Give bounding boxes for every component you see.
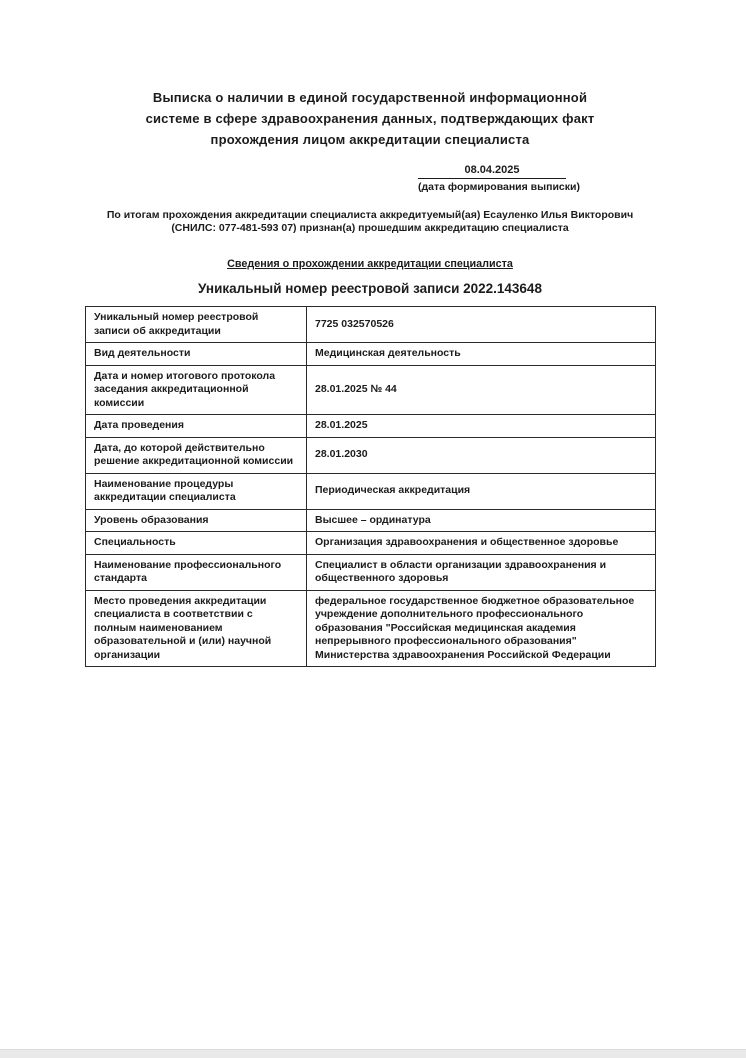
row-label: Дата и номер итогового протокола заседания аккредитационной комиссии: [86, 365, 307, 415]
row-value: 28.01.2025 № 44: [307, 365, 656, 415]
row-label: Дата проведения: [86, 415, 307, 438]
row-value: Специалист в области организации здравоохранения и общественного здоровья: [307, 554, 656, 590]
table-row: [86, 590, 656, 667]
table-row: [86, 307, 656, 343]
page-title-line-1: Выписка о наличии в единой государственной информационной: [152, 90, 588, 105]
row-value: Высшее – ординатура: [307, 509, 656, 532]
row-label: Дата, до которой действительно решение аккредитационной комиссии: [86, 437, 307, 473]
page-title: [85, 87, 655, 150]
table-row: [86, 437, 656, 473]
row-label: Наименование процедуры аккредитации специалиста: [86, 473, 307, 509]
accreditation-table: [85, 306, 656, 667]
document-page: [85, 0, 655, 667]
issue-date: 08.04.2025: [418, 163, 566, 179]
page-title-line-2: системе в сфере здравоохранения данных, подтверждающих факт: [145, 111, 595, 126]
row-value: Медицинская деятельность: [307, 343, 656, 366]
table-row: [86, 554, 656, 590]
issue-date-caption: (дата формирования выписки): [418, 181, 580, 193]
table-row: [86, 473, 656, 509]
intro-text: По итогам прохождения аккредитации специалиста аккредитуемый(ая) Есауленко Илья Викторович (СНИЛС: 077-481-593 07) признан(а) прошедшим аккредитацию специалиста: [106, 209, 634, 234]
table-row: [86, 415, 656, 438]
table-row: [86, 532, 656, 555]
row-label: Наименование профессионального стандарта: [86, 554, 307, 590]
row-value: 28.01.2025: [307, 415, 656, 438]
issue-date-block: [418, 163, 580, 194]
row-value: федеральное государственное бюджетное образовательное учреждение дополнительного профессионального образования "Российская медицинская академия непрерывного профессионального образования" Министерства здравоохранения Российской Федерации: [307, 590, 656, 667]
row-label: Вид деятельности: [86, 343, 307, 366]
row-value: Периодическая аккредитация: [307, 473, 656, 509]
table-row: [86, 365, 656, 415]
row-label: Уровень образования: [86, 509, 307, 532]
page-title-line-3: прохождения лицом аккредитации специалиста: [210, 132, 530, 147]
row-value: 28.01.2030: [307, 437, 656, 473]
row-label: Специальность: [86, 532, 307, 555]
table-row: [86, 343, 656, 366]
row-label: Место проведения аккредитации специалиста в соответствии с полным наименованием образовательной и (или) научной организации: [86, 590, 307, 667]
row-label: Уникальный номер реестровой записи об аккредитации: [86, 307, 307, 343]
row-value: Организация здравоохранения и общественное здоровье: [307, 532, 656, 555]
registry-number-heading: Уникальный номер реестровой записи 2022.143648: [198, 281, 542, 296]
row-value: 7725 032570526: [307, 307, 656, 343]
section-heading: Сведения о прохождении аккредитации специалиста: [227, 258, 513, 270]
table-row: [86, 509, 656, 532]
bottom-edge-bar: [0, 1049, 746, 1058]
